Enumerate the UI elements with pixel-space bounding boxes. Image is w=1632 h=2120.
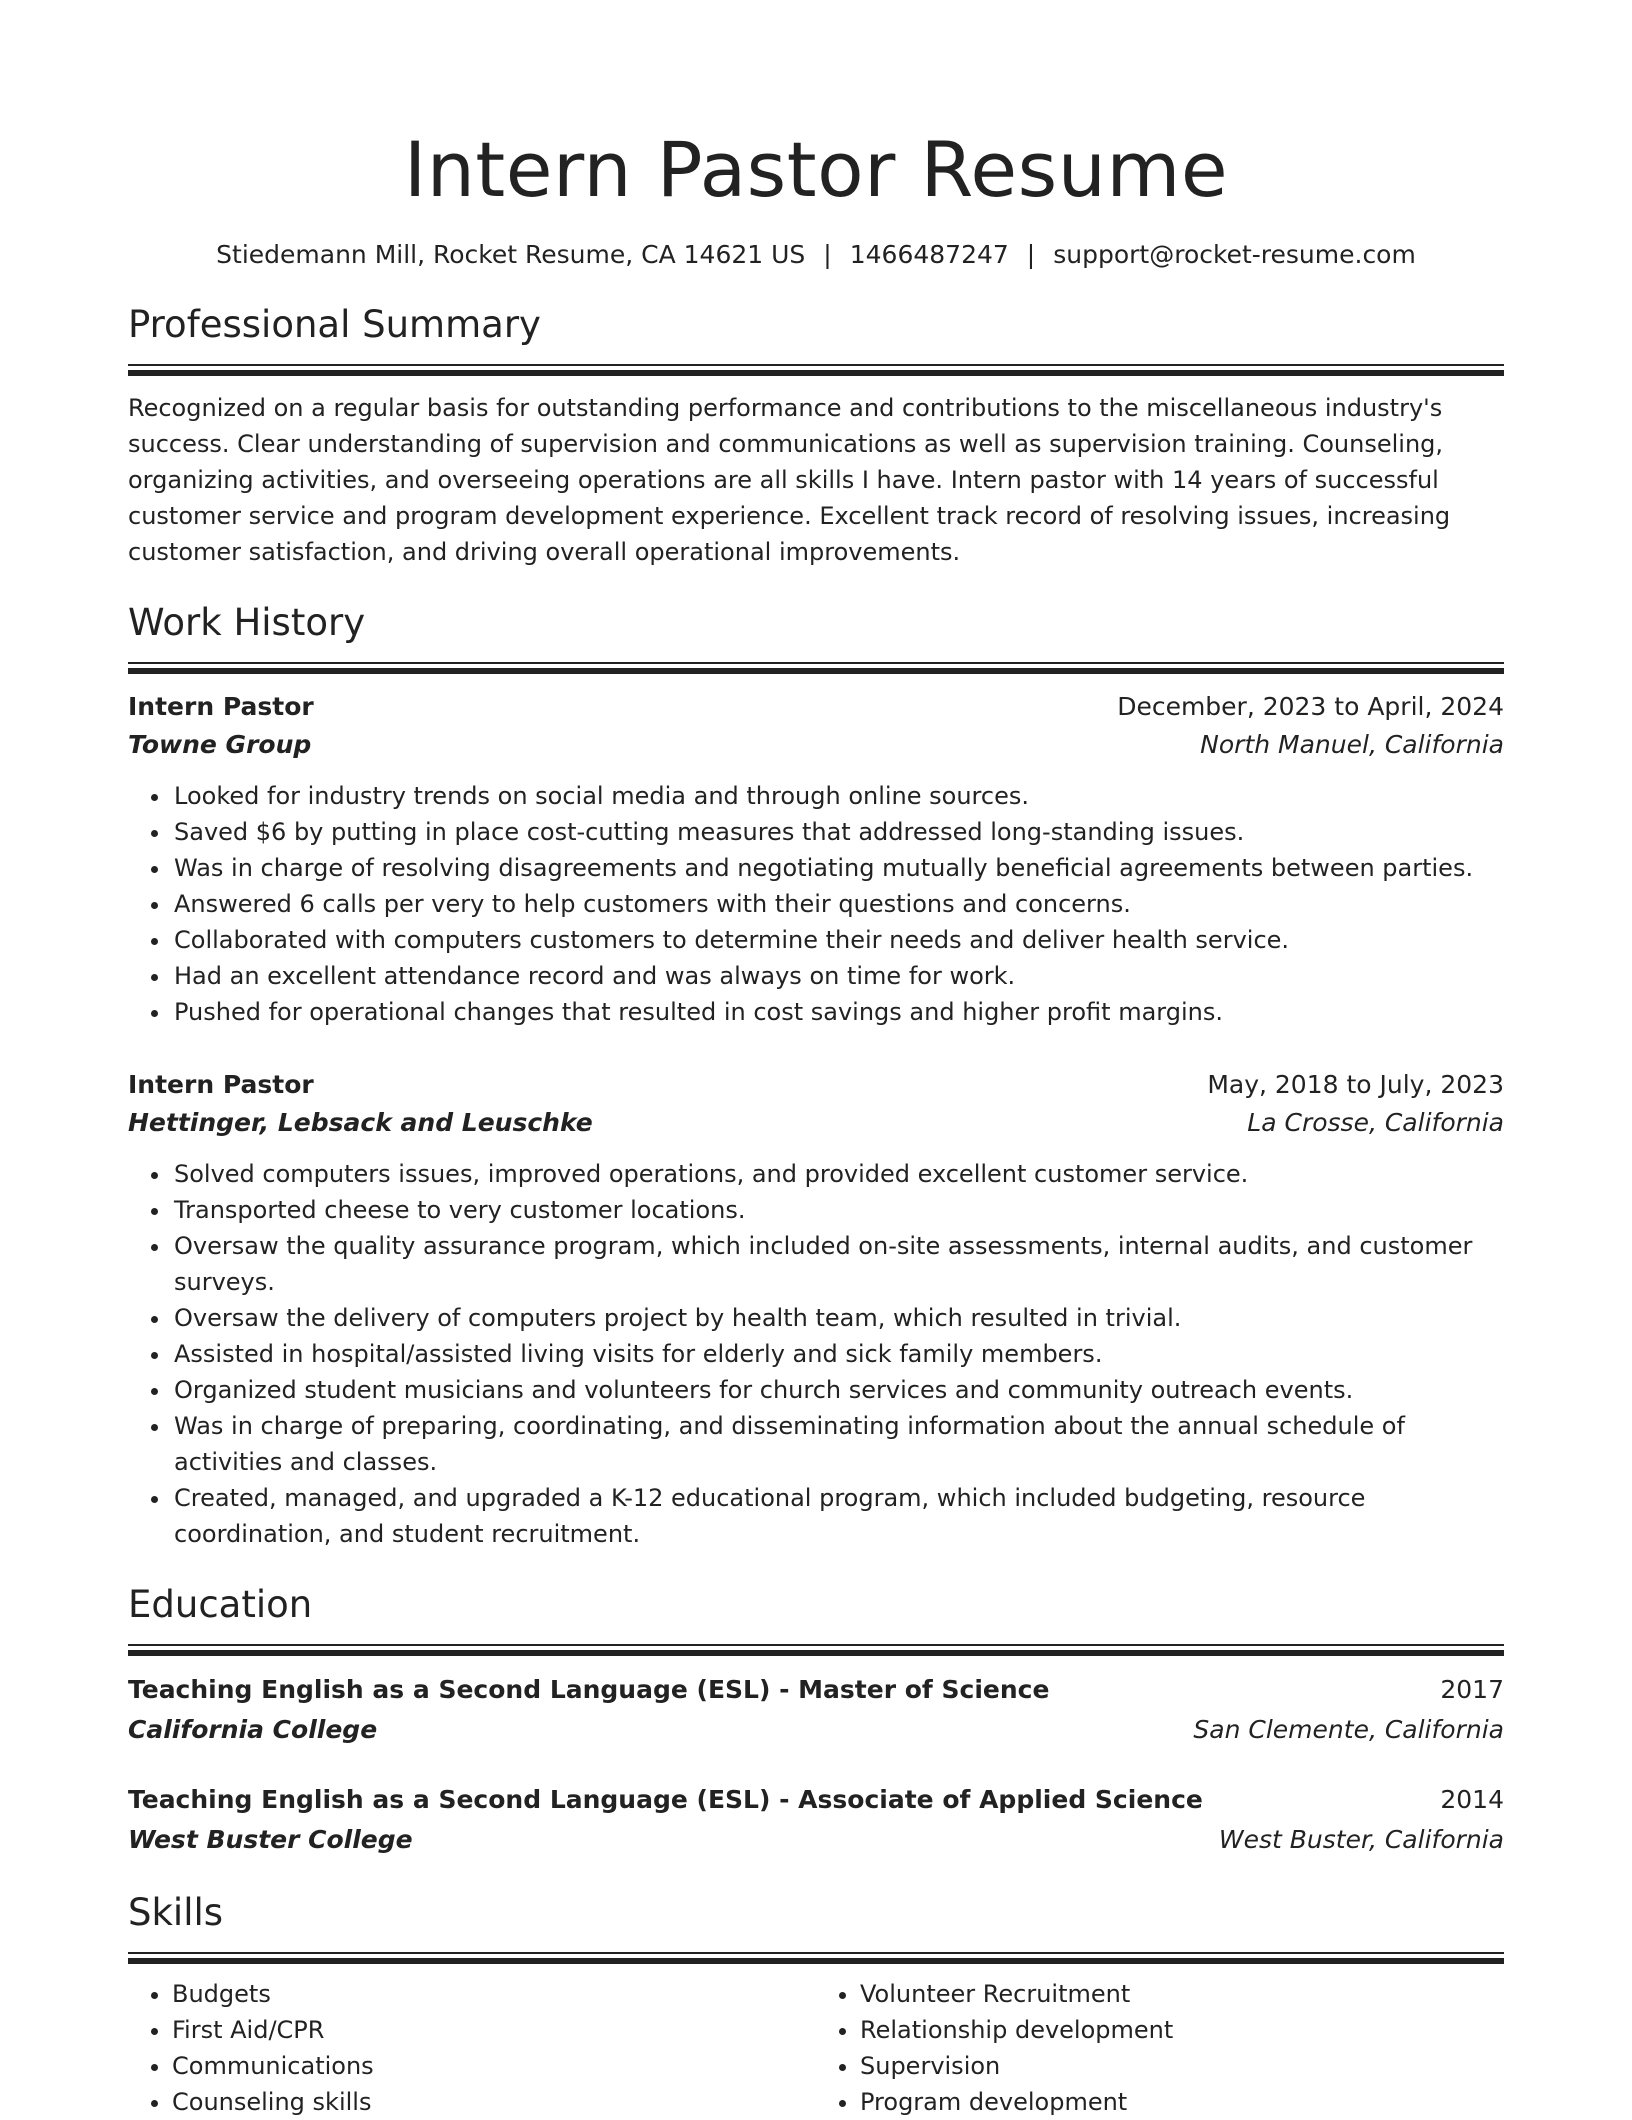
job-dates: December, 2023 to April, 2024	[1117, 692, 1504, 721]
contact-phone: 1466487247	[849, 240, 1009, 269]
skill-item: • Relationship development	[860, 2012, 1504, 2048]
job-title: Intern Pastor	[128, 1070, 314, 1099]
job-bullet: • Oversaw the quality assurance program, which included on-site assessments, internal audits, and customer surveys.	[172, 1228, 1504, 1300]
contact-address: Stiedemann Mill, Rocket Resume, CA 14621 US	[216, 240, 806, 269]
education-year: 2017	[1440, 1675, 1504, 1704]
job-bullet: • Oversaw the delivery of computers project by health team, which resulted in trivial.	[172, 1300, 1504, 1336]
skills-section	[128, 1888, 1504, 2120]
skill-item: • Volunteer Recruitment	[860, 1976, 1504, 2012]
job-bullet: • Had an excellent attendance record and was always on time for work.	[172, 958, 1504, 994]
section-divider	[128, 1644, 1504, 1656]
skills-heading: Skills	[128, 1891, 224, 1934]
education-heading: Education	[128, 1583, 313, 1626]
section-divider	[128, 1952, 1504, 1964]
job-dates: May, 2018 to July, 2023	[1207, 1070, 1504, 1099]
section-divider	[128, 364, 1504, 376]
job-bullets	[128, 1156, 1504, 1552]
work-heading: Work History	[128, 601, 366, 644]
skill-item: • Counseling skills	[172, 2084, 816, 2120]
job-company: Hettinger, Lebsack and Leuschke	[128, 1108, 593, 1137]
job-bullet: • Solved computers issues, improved operations, and provided excellent customer service.	[172, 1156, 1504, 1192]
education-entry	[128, 1670, 1504, 1750]
job-bullets	[128, 778, 1504, 1030]
summary-heading: Professional Summary	[128, 303, 541, 346]
job-location: North Manuel, California	[1200, 730, 1504, 759]
contact-line	[128, 238, 1504, 272]
job-bullet: • Answered 6 calls per very to help customers with their questions and concerns.	[172, 886, 1504, 922]
job-bullet: • Saved $6 by putting in place cost-cutting measures that addressed long-standing issues.	[172, 814, 1504, 850]
resume-title: Intern Pastor Resume	[403, 125, 1229, 214]
skill-item: • Supervision	[860, 2048, 1504, 2084]
skill-item: • Communications	[172, 2048, 816, 2084]
contact-separator: |	[1026, 240, 1036, 269]
education-year: 2014	[1440, 1785, 1504, 1814]
job-bullet: • Was in charge of resolving disagreements and negotiating mutually beneficial agreements between parties.	[172, 850, 1504, 886]
skill-item: • Program development	[860, 2084, 1504, 2120]
skills-column-right	[816, 1976, 1504, 2120]
contact-email[interactable]: support@rocket-resume.com	[1053, 240, 1416, 269]
job-company: Towne Group	[128, 730, 312, 759]
education-degree: Teaching English as a Second Language (ESL) - Master of Science	[128, 1675, 1050, 1704]
section-divider	[128, 662, 1504, 674]
skill-item: • First Aid/CPR	[172, 2012, 816, 2048]
job-bullet: • Looked for industry trends on social media and through online sources.	[172, 778, 1504, 814]
job-bullet: • Assisted in hospital/assisted living visits for elderly and sick family members.	[172, 1336, 1504, 1372]
job-entry	[128, 1066, 1504, 1552]
education-degree: Teaching English as a Second Language (ESL) - Associate of Applied Science	[128, 1785, 1203, 1814]
job-bullet: • Organized student musicians and volunteers for church services and community outreach events.	[172, 1372, 1504, 1408]
job-location: La Crosse, California	[1247, 1108, 1504, 1137]
work-section	[128, 598, 1504, 1552]
job-bullet: • Transported cheese to very customer locations.	[172, 1192, 1504, 1228]
contact-separator: |	[823, 240, 832, 269]
summary-text: Recognized on a regular basis for outstanding performance and contributions to the miscellaneous industry's success. Clear understanding of supervision and communications as well as supervision training. Counseling, organizing activities, and overseeing operations are all skills I have. Intern pastor with 14 years of successful customer service and program development experience. Excellent track record of resolving issues, increasing customer satisfaction, and driving overall operational improvements.	[128, 394, 1451, 566]
education-location: San Clemente, California	[1193, 1715, 1504, 1744]
education-school: West Buster College	[128, 1825, 413, 1854]
job-bullet: • Created, managed, and upgraded a K-12 educational program, which included budgeting, resource coordination, and student recruitment.	[172, 1480, 1504, 1552]
skill-item: • Budgets	[172, 1976, 816, 2012]
skills-list	[128, 1976, 1504, 2120]
skills-column-left	[128, 1976, 816, 2120]
education-entry	[128, 1780, 1504, 1860]
education-location: West Buster, California	[1218, 1825, 1504, 1854]
job-entry	[128, 688, 1504, 1030]
job-title: Intern Pastor	[128, 692, 314, 721]
education-school: California College	[128, 1715, 378, 1744]
summary-section	[128, 300, 1504, 570]
job-bullet: • Collaborated with computers customers to determine their needs and deliver health service.	[172, 922, 1504, 958]
job-bullet: • Pushed for operational changes that resulted in cost savings and higher profit margins.	[172, 994, 1504, 1030]
job-bullet: • Was in charge of preparing, coordinating, and disseminating information about the annual schedule of activities and classes.	[172, 1408, 1504, 1480]
education-section	[128, 1580, 1504, 1860]
